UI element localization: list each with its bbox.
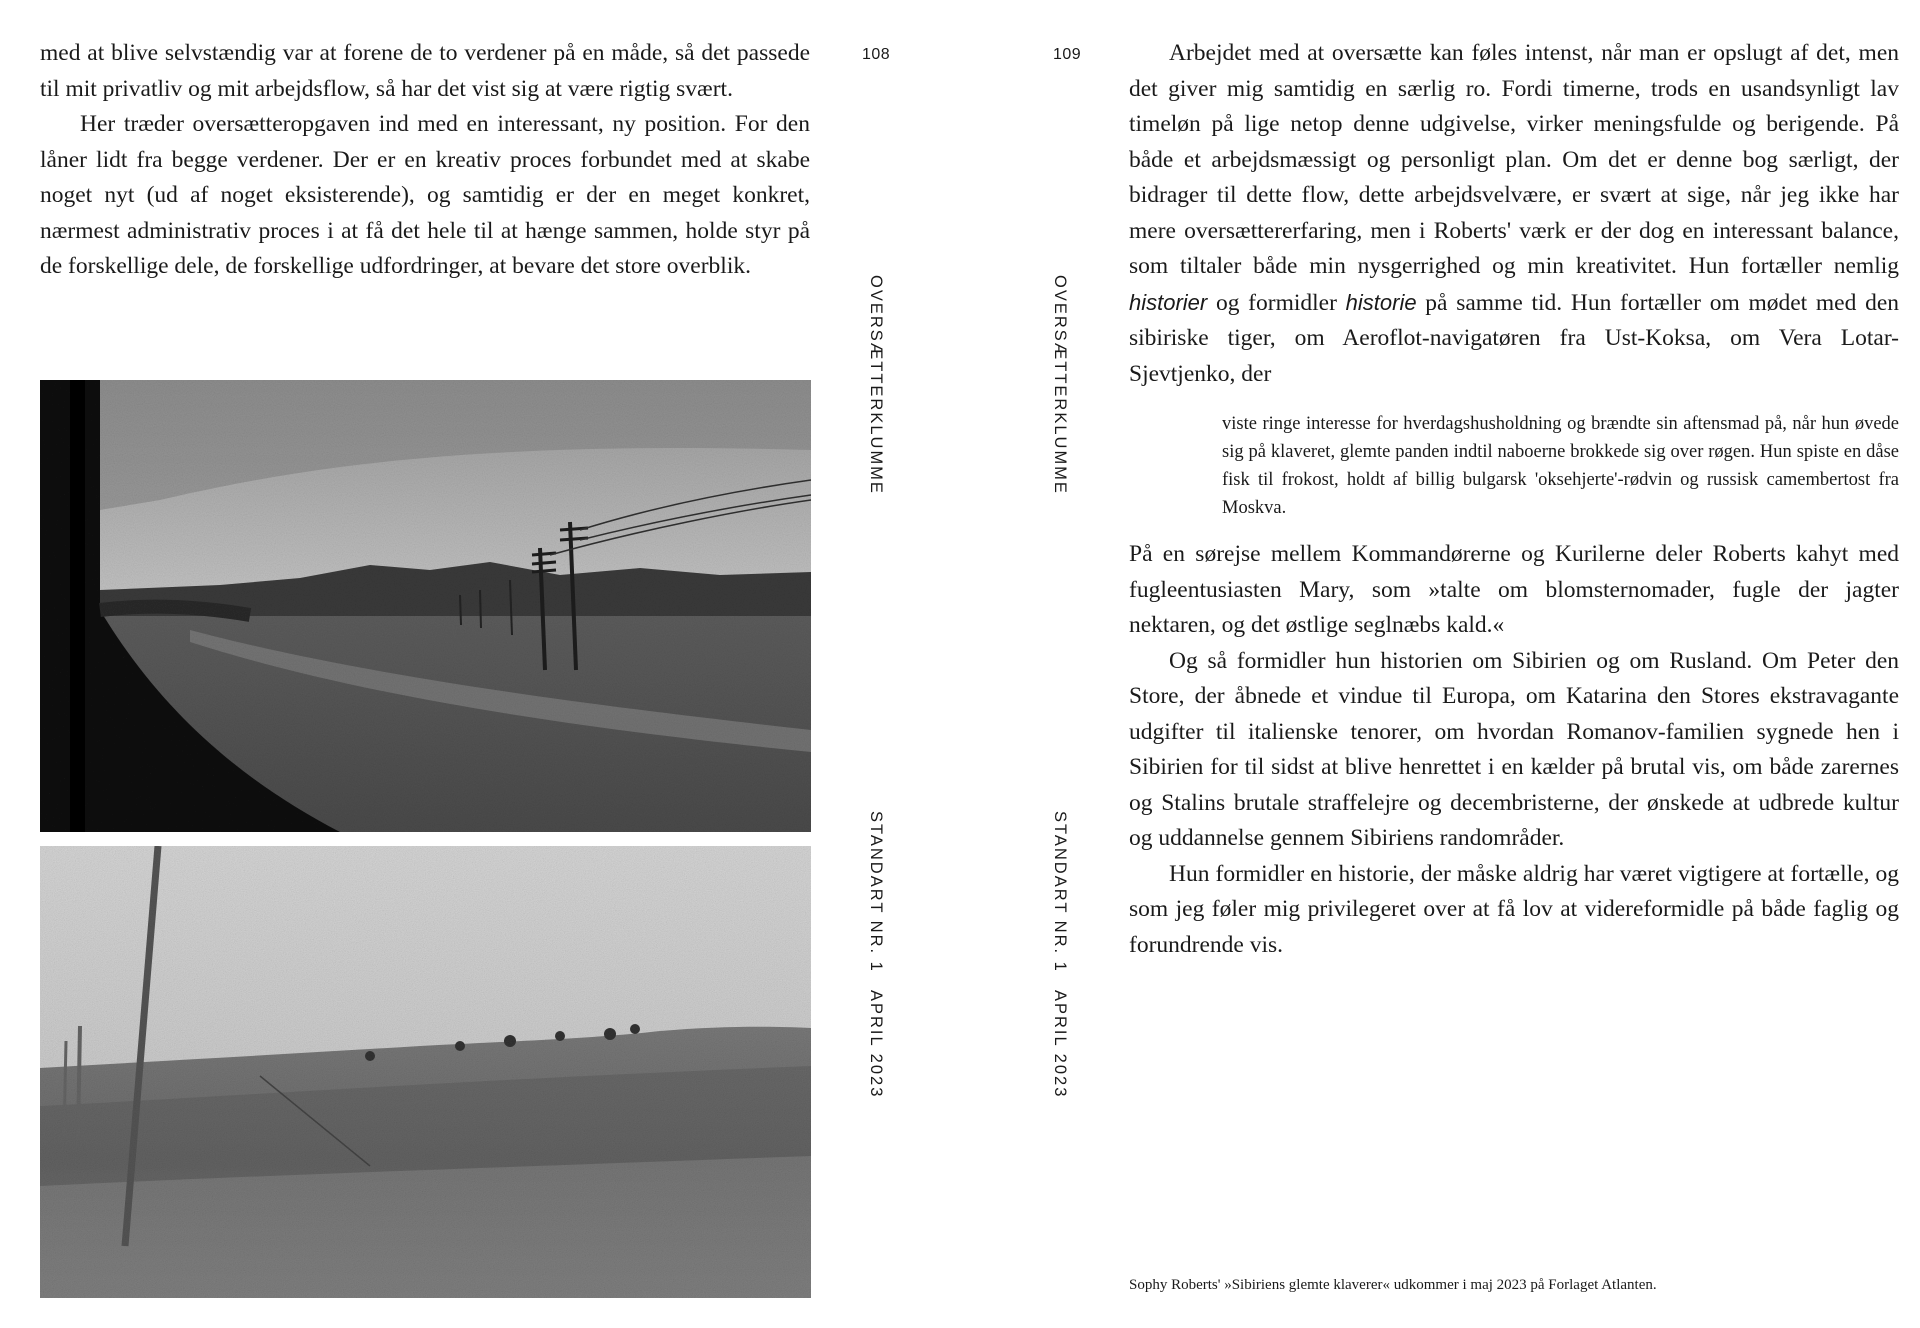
left-paragraph-2: Her træder oversætteropgaven ind med en interessant, ny position. For den låner lidt fra begge verdener. Der er en kreativ proces forbundet med at skabe noget nyt (ud af noget eksisterende), og samtidig er der en meget konkret, nærmest administrativ proces i at få det hele til at hænge sammen, holde styr på de forskellige dele, de forskellige udfordringer, at bevare det store overblik. <box>40 111 810 279</box>
right-paragraph-4: Hun formidler en historie, der måske aldrig har været vigtigere at fortælle, og som jeg føler mig privilegeret over at få lov at videreformidle på både faglig og forundrende vis. <box>1129 860 1899 958</box>
left-spine-date: APRIL 2023 <box>867 990 885 1099</box>
steppe-grass-photo-image <box>40 846 811 1298</box>
right-body-text <box>1129 36 1899 392</box>
right-paragraph-1: Arbejdet med at oversætte kan føles intenst, når man er opslugt af det, men det giver mig samtidig en særlig ro. Fordi timerne, trods en usandsynligt lav timeløn på lige netop denne udgivelse, virker meningsfulde og berigende. På både et arbejdsmæssigt og personligt plan. Om det er denne bog særligt, der bidrager til dette flow, dette arbejdsvelvære, er svært at sige, når jeg ikke har mere oversættererfaring, men i Roberts' værk er der dog en interessant balance, som tiltaler både min nysgerrighed og min kreativitet. Hun fortæller nemlig historier og formidler historie på samme tid. Hun fortæller om mødet med den sibiriske tiger, om Aeroflot-navigatøren fra Ust-Koksa, om Vera Lotar-Sjevtjenko, der <box>1129 40 1899 387</box>
steppe-grass-photo <box>40 846 811 1298</box>
right-spine-date: APRIL 2023 <box>1051 990 1069 1099</box>
train-landscape-photo <box>40 380 811 832</box>
train-landscape-photo-image <box>40 380 811 832</box>
right-paragraph-3: Og så formidler hun historien om Sibirien og om Rusland. Om Peter den Store, der åbnede et vindue til Europa, om Katarina den Stores ekstravagante udgifter til italienske tenorer, om hvordan Romanov-familien sygnede hen i Sibirien for til sidst at blive henrettet i en kælder på brutal vis, om både zarernes og Stalins brutale straffelejre og decembristerne, der ønskede at udbrede kultur og uddannelse gennem Sibiriens randområder. <box>1129 647 1899 851</box>
italic-historier: historier <box>1129 289 1208 315</box>
left-paragraph-1: med at blive selvstændig var at forene de to verdener på en måde, så det passede til mit privatliv og mit arbejdsflow, så har det vist sig at være rigtig svært. <box>40 40 810 102</box>
footnote: Sophy Roberts' »Sibiriens glemte klaverer« udkommer i maj 2023 på Forlaget Atlanten. <box>1129 1277 1657 1293</box>
right-body-text-continued <box>1129 537 1899 963</box>
left-spine-issue: STANDART NR. 1 <box>867 811 885 973</box>
block-quote: viste ringe interesse for hverdagshusholdning og brændte sin aftensmad på, når hun øvede sig på klaveret, glemte panden indtil naboerne brokkede sig over røgen. Hun spiste en dåse fisk til frokost, holdt af billig bulgarsk 'oksehjerte'-rødvin og russisk camembertost fra Moskva. <box>1222 414 1899 518</box>
right-paragraph-2: På en sørejse mellem Kommandørerne og Kurilerne deler Roberts kahyt med fugleentusiasten Mary, som »talte om blomsternomader, fugle der jagter nektaren, og det østlige seglnæbs kald.« <box>1129 541 1899 638</box>
right-spine-section: OVERSÆTTERKLUMME <box>1051 275 1069 495</box>
italic-historie: historie <box>1345 289 1417 315</box>
right-page-number: 109 <box>1053 46 1082 63</box>
right-spine-issue: STANDART NR. 1 <box>1051 811 1069 973</box>
left-body-text <box>40 36 810 285</box>
left-spine-section: OVERSÆTTERKLUMME <box>867 275 885 495</box>
left-page-number: 108 <box>862 46 891 63</box>
